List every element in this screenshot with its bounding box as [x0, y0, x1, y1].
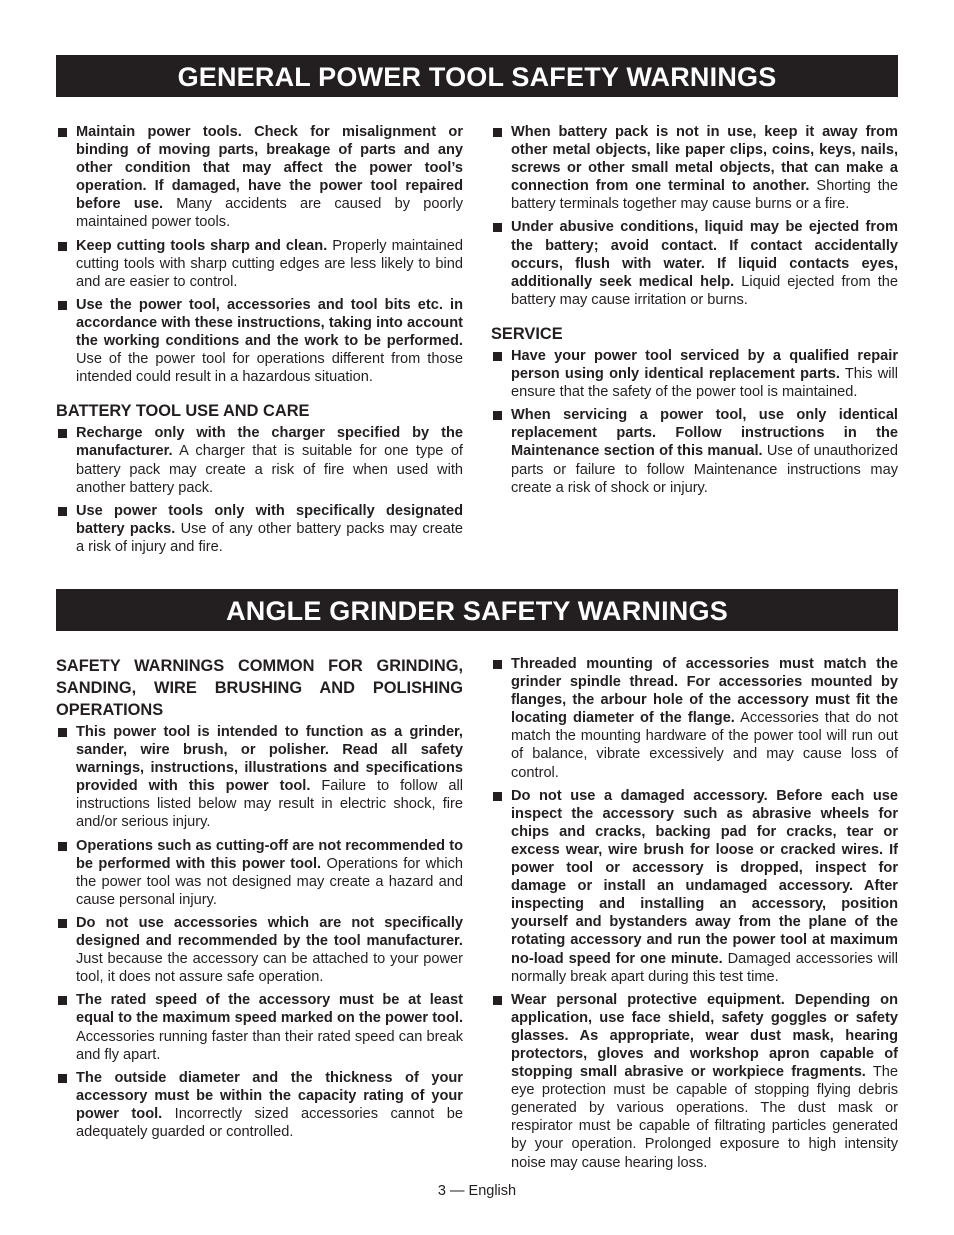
angle-grinder-right-column	[491, 655, 898, 1177]
item-text: Damaged accessories will normally break apart during this test time.	[511, 950, 899, 985]
item-text: Accessories that do not match the mounting hardware of the power tool will run out of balance, vibrate excessively and may cause loss of control.	[511, 710, 898, 781]
item-text: Failure to follow all instructions listed below may result in electric shock, fire and/or serious injury.	[76, 778, 463, 831]
item-bold-text: Wear personal protective equipment. Depending on application, use face shield, safety goggles or safety glasses. As appropriate, wear dust mask, hearing protectors, gloves and workshop apron capable of stopping small abrasive or workpiece fragments.	[511, 991, 898, 1081]
list-item	[491, 787, 898, 986]
item-bold-text: Threaded mounting of accessories must match the grinder spindle thread. For accessories mounted by flanges, the arbour hole of the accessory must fit the locating diameter of the flange.	[511, 656, 898, 727]
bullet-square-icon	[58, 507, 67, 516]
bullet-square-icon	[493, 996, 502, 1005]
item-bold-text: Operations such as cutting-off are not recommended to be performed with this power tool.	[76, 837, 463, 872]
bullet-square-icon	[58, 429, 67, 438]
service-heading: SERVICE	[491, 324, 563, 343]
list-item	[56, 1069, 463, 1141]
bullet-square-icon	[58, 728, 67, 737]
item-text: Liquid ejected from the battery may cause irritation or burns.	[511, 273, 899, 308]
list-item	[491, 655, 898, 782]
angle-grinder-warnings-banner: ANGLE GRINDER SAFETY WARNINGS	[56, 589, 898, 631]
bullet-square-icon	[493, 411, 502, 420]
bullet-square-icon	[493, 352, 502, 361]
item-text: This will ensure that the safety of the power tool is maintained.	[511, 366, 898, 401]
item-text: Use of the power tool for operations different from those intended could result in a hazardous situation.	[76, 351, 463, 386]
bullet-square-icon	[58, 1074, 67, 1083]
bullet-square-icon	[493, 792, 502, 801]
item-bold-text: Use the power tool, accessories and tool bits etc. in accordance with these instructions, taking into account the working conditions and the work to be performed.	[76, 296, 463, 350]
list-item	[56, 123, 463, 232]
list-item	[491, 991, 898, 1172]
item-bold-text: The outside diameter and the thickness of your accessory must be within the capacity rating of your power tool.	[76, 1069, 463, 1122]
item-bold-text: Keep cutting tools sharp and clean.	[76, 237, 328, 254]
bullet-square-icon	[493, 128, 502, 137]
grinding-warnings-heading: SAFETY WARNINGS COMMON FOR GRINDING, SANDING, WIRE BRUSHING AND POLISHING OPERATIONS	[56, 657, 463, 719]
list-item	[491, 347, 898, 401]
item-bold-text: Maintain power tools. Check for misalignment or binding of moving parts, breakage of parts and any other condition that may affect the power tool’s operation. If damaged, have the power tool repaired before use.	[76, 124, 463, 213]
bullet-square-icon	[493, 223, 502, 232]
bullet-square-icon	[58, 996, 67, 1005]
page-footer: 3 — English	[437, 1183, 517, 1199]
bullet-square-icon	[58, 242, 67, 251]
item-bold-text: Have your power tool serviced by a qualified repair person using only identical replacement parts.	[511, 347, 898, 383]
item-bold-text: The rated speed of the accessory must be at least equal to the maximum speed marked on the power tool.	[76, 992, 463, 1027]
list-item	[491, 406, 898, 496]
general-left-column	[56, 123, 463, 561]
item-text: A charger that is suitable for one type of battery pack may create a risk of fire when used with another battery pack.	[76, 443, 463, 496]
list-item	[56, 424, 463, 496]
item-bold-text: Recharge only with the charger specified by the manufacturer.	[76, 425, 463, 460]
list-item	[56, 237, 463, 291]
list-item	[56, 502, 463, 556]
item-text: Properly maintained cutting tools with sharp cutting edges are less likely to bind and are easier to control.	[76, 237, 463, 290]
item-text: Incorrectly sized accessories cannot be adequately guarded or controlled.	[76, 1105, 463, 1140]
bullet-square-icon	[58, 128, 67, 137]
general-warnings-banner: GENERAL POWER TOOL SAFETY WARNINGS	[56, 55, 898, 97]
bullet-square-icon	[493, 660, 502, 669]
item-bold-text: Do not use accessories which are not specifically designed and recommended by the tool manufacturer.	[76, 914, 463, 950]
list-item	[56, 914, 463, 986]
item-bold-text: This power tool is intended to function as a grinder, sander, wire brush, or polisher. Read all safety warnings, instructions, illustrations and specifications provided with this power tool.	[76, 724, 463, 795]
general-right-column	[491, 123, 898, 502]
angle-grinder-left-column	[56, 655, 463, 1146]
item-text: Shorting the battery terminals together may cause burns or a fire.	[511, 178, 898, 213]
list-item	[56, 296, 463, 386]
item-bold-text: When servicing a power tool, use only identical replacement parts. Follow instructions in the Maintenance section of this manual.	[511, 407, 898, 460]
list-item	[56, 991, 463, 1063]
item-text: The eye protection must be capable of stopping flying debris generated by various operations. The dust mask or respirator must be capable of filtrating particles generated by your operation. Prolonged exposure to high intensity noise may cause hearing loss.	[511, 1064, 898, 1171]
item-bold-text: Use power tools only with specifically designated battery packs.	[76, 502, 463, 537]
item-bold-text: Under abusive conditions, liquid may be ejected from the battery; avoid contact. If contact accidentally occurs, flush with water. If liquid contacts eyes, additionally seek medical help.	[511, 219, 898, 290]
bullet-square-icon	[58, 919, 67, 928]
item-bold-text: Do not use a damaged accessory. Before each use inspect the accessory such as abrasive wheels for chips and cracks, backing pad for cracks, tear or excess wear, wire brush for loose or cracked wires. If power tool or accessory is dropped, inspect for damage or install an undamaged accessory. After inspecting and installing an accessory, position yourself and bystanders away from the plane of the rotating accessory and run the power tool at maximum no-load speed for one minute.	[511, 787, 898, 967]
list-item	[491, 218, 898, 308]
item-bold-text: When battery pack is not in use, keep it away from other metal objects, like paper clips, coins, keys, nails, screws or other small metal objects, that can make a connection from one terminal to another.	[511, 124, 898, 195]
bullet-square-icon	[58, 842, 67, 851]
item-text: Use of unauthorized parts or failure to follow Maintenance instructions may create a risk of shock or injury.	[511, 443, 898, 496]
item-text: Accessories running faster than their rated speed can break and fly apart.	[76, 1028, 463, 1063]
item-text: Use of any other battery packs may create a risk of injury and fire.	[76, 520, 463, 555]
list-item	[56, 837, 463, 909]
list-item	[491, 123, 898, 213]
battery-heading: BATTERY TOOL USE AND CARE	[56, 402, 310, 421]
item-text: Operations for which the power tool was not designed may create a hazard and cause personal injury.	[76, 855, 463, 908]
bullet-square-icon	[58, 301, 67, 310]
item-text: Just because the accessory can be attached to your power tool, it does not assure safe operation.	[76, 951, 463, 986]
item-text: Many accidents are caused by poorly maintained power tools.	[76, 196, 464, 231]
list-item	[56, 723, 463, 832]
